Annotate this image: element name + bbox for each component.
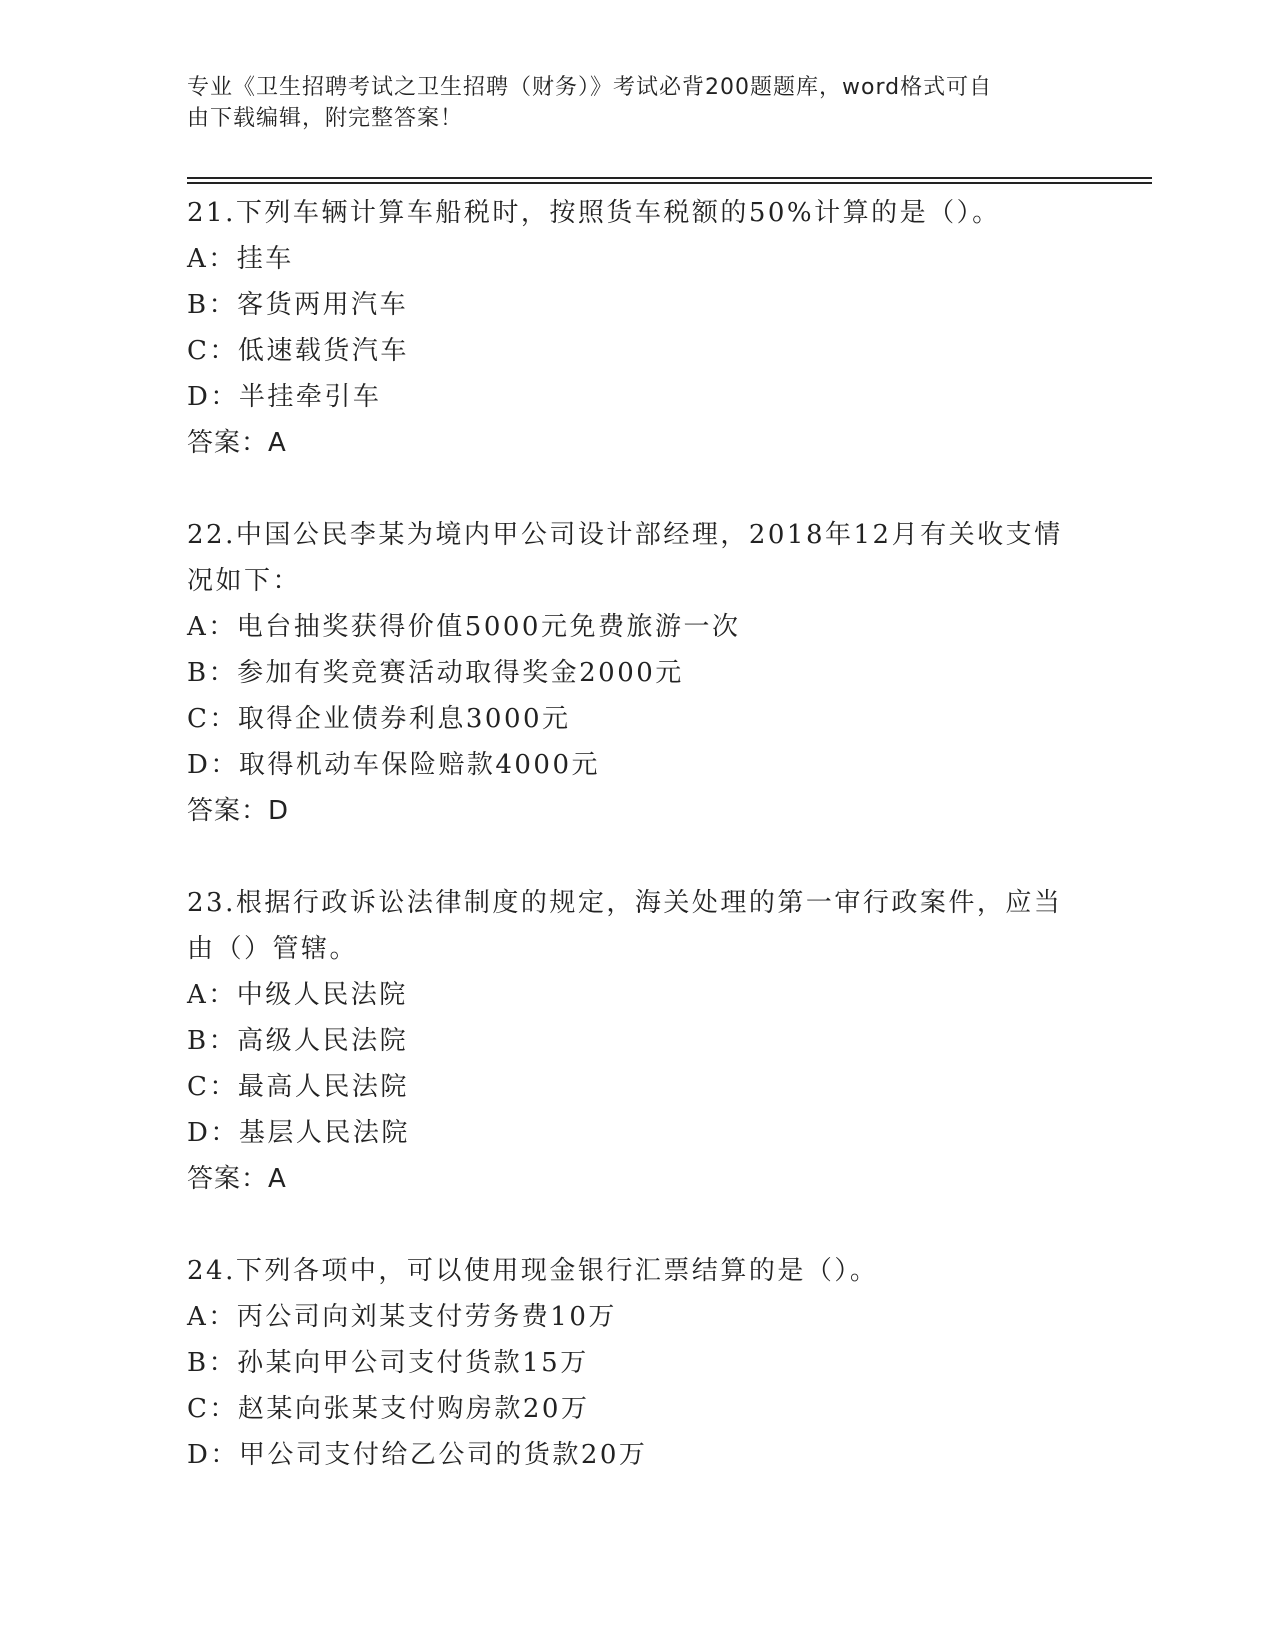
answer: 答案：A bbox=[187, 1164, 287, 1194]
question-21 bbox=[187, 190, 1067, 466]
option-a: A：电台抽奖获得价值5000元免费旅游一次 bbox=[187, 612, 741, 642]
question-23 bbox=[187, 880, 1067, 1202]
header-divider-bottom bbox=[187, 182, 1152, 184]
question-stem: 22.中国公民李某为境内甲公司设计部经理，2018年12月有关收支情况如下： bbox=[187, 520, 1063, 596]
header-divider-top bbox=[187, 177, 1152, 179]
option-d: D：取得机动车保险赔款4000元 bbox=[187, 750, 601, 780]
question-stem: 21.下列车辆计算车船税时，按照货车税额的50%计算的是（）。 bbox=[187, 198, 1001, 228]
option-a: A：中级人民法院 bbox=[187, 980, 408, 1010]
question-22 bbox=[187, 512, 1067, 834]
header-line-1: 专业《卫生招聘考试之卫生招聘（财务）》考试必背200题题库，word格式可自 bbox=[187, 75, 993, 100]
option-d: D：基层人民法院 bbox=[187, 1118, 410, 1148]
option-b: B：高级人民法院 bbox=[187, 1026, 409, 1056]
document-header bbox=[187, 72, 1067, 134]
question-list bbox=[187, 190, 1067, 1524]
option-d: D：半挂牵引车 bbox=[187, 382, 382, 412]
question-24 bbox=[187, 1248, 1067, 1478]
question-stem: 24.下列各项中，可以使用现金银行汇票结算的是（）。 bbox=[187, 1256, 879, 1286]
option-c: C：取得企业债券利息3000元 bbox=[187, 704, 571, 734]
question-stem: 23.根据行政诉讼法律制度的规定，海关处理的第一审行政案件，应当由（）管辖。 bbox=[187, 888, 1063, 964]
option-a: A：挂车 bbox=[187, 244, 294, 274]
option-c: C：赵某向张某支付购房款20万 bbox=[187, 1394, 590, 1424]
option-c: C：低速载货汽车 bbox=[187, 336, 409, 366]
answer: 答案：D bbox=[187, 796, 290, 826]
option-b: B：孙某向甲公司支付货款15万 bbox=[187, 1348, 589, 1378]
answer: 答案：A bbox=[187, 428, 287, 458]
header-line-2: 由下载编辑，附完整答案！ bbox=[187, 106, 464, 131]
option-a: A：丙公司向刘某支付劳务费10万 bbox=[187, 1302, 617, 1332]
option-d: D：甲公司支付给乙公司的货款20万 bbox=[187, 1440, 648, 1470]
option-b: B：客货两用汽车 bbox=[187, 290, 409, 320]
option-b: B：参加有奖竞赛活动取得奖金2000元 bbox=[187, 658, 684, 688]
option-c: C：最高人民法院 bbox=[187, 1072, 409, 1102]
